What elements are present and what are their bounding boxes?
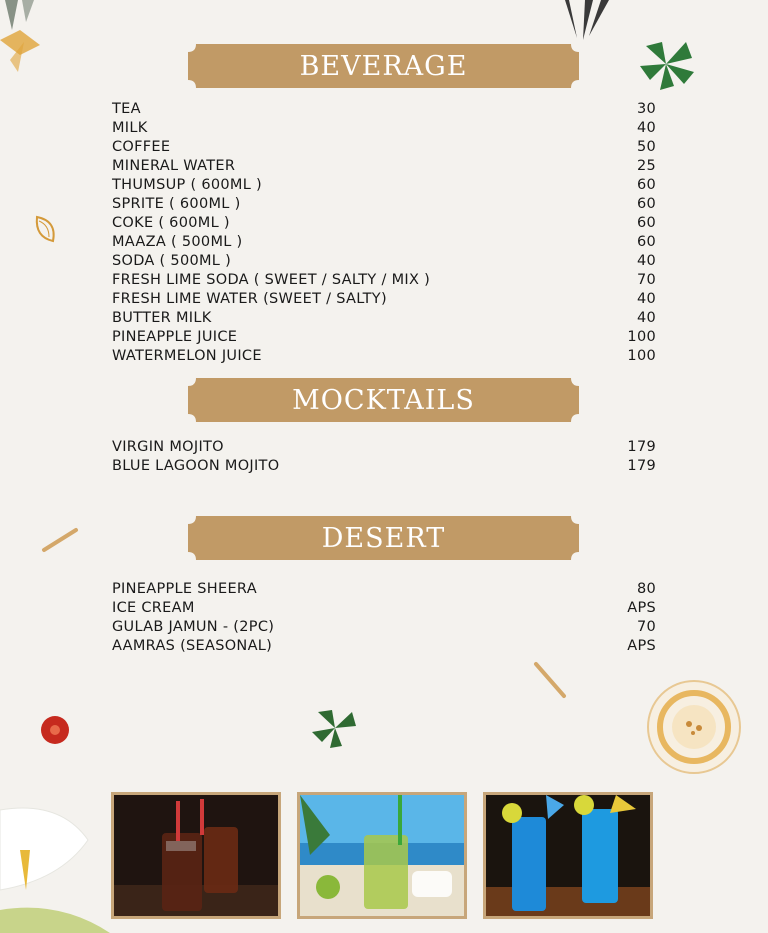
menu-item: MINERAL WATER 25 bbox=[112, 158, 656, 174]
palm-leaf-icon bbox=[555, 0, 625, 45]
menu-item: PINEAPPLE SHEERA 80 bbox=[112, 581, 656, 597]
menu-item: FRESH LIME SODA ( SWEET / SALTY / MIX ) 70 bbox=[112, 272, 656, 288]
desert-list bbox=[112, 580, 656, 656]
section-banner-beverage bbox=[188, 44, 579, 88]
section-banner-desert bbox=[188, 516, 579, 560]
mint-leaf-icon bbox=[310, 706, 360, 750]
menu-item: ICE CREAM APS bbox=[112, 600, 656, 616]
menu-item: BLUE LAGOON MOJITO 179 bbox=[112, 458, 656, 474]
plate-dish-icon bbox=[645, 678, 743, 776]
lily-flower-icon bbox=[0, 800, 110, 933]
menu-item: COKE ( 600ML ) 60 bbox=[112, 215, 656, 231]
menu-item: VIRGIN MOJITO 179 bbox=[112, 439, 656, 455]
menu-item: SODA ( 500ML ) 40 bbox=[112, 253, 656, 269]
section-banner-mocktails bbox=[188, 378, 579, 422]
section-title: BEVERAGE bbox=[299, 50, 468, 82]
tomato-icon bbox=[39, 714, 71, 746]
menu-item: AAMRAS (SEASONAL) APS bbox=[112, 638, 656, 654]
menu-item: MILK 40 bbox=[112, 120, 656, 136]
mocktails-list bbox=[112, 438, 656, 476]
cinnamon-stick-icon bbox=[40, 526, 80, 556]
menu-item: WATERMELON JUICE 100 bbox=[112, 348, 656, 364]
lemon-slice-icon bbox=[33, 213, 59, 245]
menu-item: COFFEE 50 bbox=[112, 139, 656, 155]
beverage-list bbox=[112, 100, 656, 366]
mojito-photo bbox=[297, 792, 467, 919]
menu-item: BUTTER MILK 40 bbox=[112, 310, 656, 326]
green-leaf-icon bbox=[636, 36, 698, 92]
cola-drink-photo bbox=[111, 792, 281, 919]
menu-item: TEA 30 bbox=[112, 101, 656, 117]
menu-item: THUMSUP ( 600ML ) 60 bbox=[112, 177, 656, 193]
cinnamon-stick-icon-2 bbox=[532, 660, 568, 700]
blue-lagoon-photo bbox=[483, 792, 653, 919]
menu-item: PINEAPPLE JUICE 100 bbox=[112, 329, 656, 345]
section-title: DESERT bbox=[321, 522, 446, 554]
menu-item: MAAZA ( 500ML ) 60 bbox=[112, 234, 656, 250]
menu-item: GULAB JAMUN - (2PC) 70 bbox=[112, 619, 656, 635]
menu-item: SPRITE ( 600ML ) 60 bbox=[112, 196, 656, 212]
leaf-decoration-icon bbox=[0, 0, 60, 80]
menu-item: FRESH LIME WATER (SWEET / SALTY) 40 bbox=[112, 291, 656, 307]
section-title: MOCKTAILS bbox=[292, 384, 475, 416]
